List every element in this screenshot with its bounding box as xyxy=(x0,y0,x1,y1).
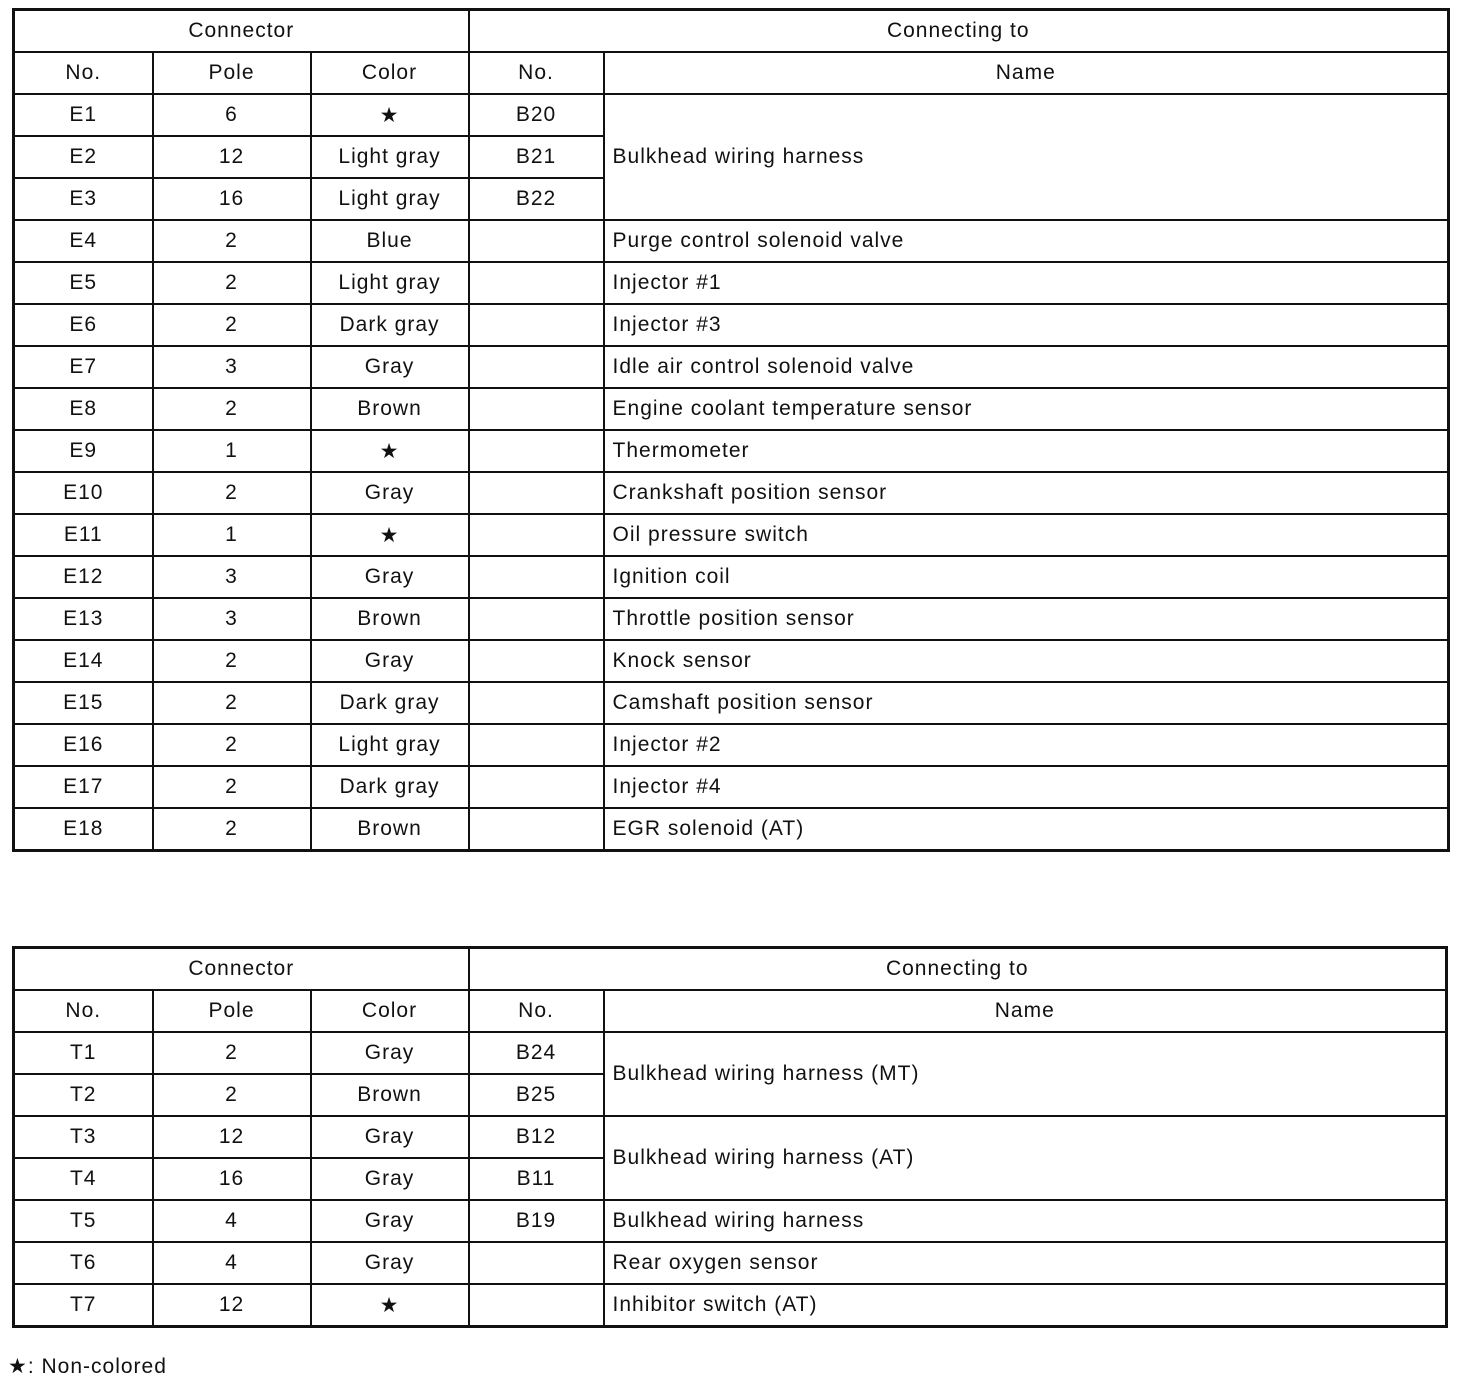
name-cell: Injector #4 xyxy=(604,766,1449,808)
connector-no-cell: T4 xyxy=(14,1158,153,1200)
connecting-no-cell: B24 xyxy=(469,1032,604,1074)
name-cell: Inhibitor switch (AT) xyxy=(604,1284,1447,1327)
pole-cell: 16 xyxy=(153,178,311,220)
connector-no-cell: E12 xyxy=(14,556,153,598)
table-row xyxy=(14,1242,1447,1284)
table-row xyxy=(14,766,1449,808)
color-cell: Gray xyxy=(311,640,469,682)
connector-no-cell: T7 xyxy=(14,1284,153,1327)
color-cell: Gray xyxy=(311,556,469,598)
pole-cell: 4 xyxy=(153,1242,311,1284)
color-cell: ★ xyxy=(311,1284,469,1327)
table-body xyxy=(14,10,1449,851)
connector-no-cell: E3 xyxy=(14,178,153,220)
color-cell: Dark gray xyxy=(311,682,469,724)
connecting-no-cell: B21 xyxy=(469,136,604,178)
connecting-no-cell: B11 xyxy=(469,1158,604,1200)
color-cell: Gray xyxy=(311,1158,469,1200)
connector-no-cell: E15 xyxy=(14,682,153,724)
color-cell: Light gray xyxy=(311,178,469,220)
connector-no-cell: T2 xyxy=(14,1074,153,1116)
name-cell: Camshaft position sensor xyxy=(604,682,1449,724)
connector-no-cell: E6 xyxy=(14,304,153,346)
connecting-no-cell xyxy=(469,472,604,514)
connecting-no-cell xyxy=(469,682,604,724)
header-color: Color xyxy=(311,52,469,94)
color-cell: Gray xyxy=(311,1200,469,1242)
connecting-no-cell xyxy=(469,388,604,430)
pole-cell: 2 xyxy=(153,1032,311,1074)
color-cell: Gray xyxy=(311,1032,469,1074)
connector-no-cell: T6 xyxy=(14,1242,153,1284)
connector-no-cell: E16 xyxy=(14,724,153,766)
pole-cell: 12 xyxy=(153,136,311,178)
pole-cell: 16 xyxy=(153,1158,311,1200)
pole-cell: 2 xyxy=(153,220,311,262)
name-cell: Engine coolant temperature sensor xyxy=(604,388,1449,430)
name-cell: Throttle position sensor xyxy=(604,598,1449,640)
table-row xyxy=(14,94,1449,136)
connector-no-cell: T3 xyxy=(14,1116,153,1158)
connector-no-cell: E5 xyxy=(14,262,153,304)
color-cell: ★ xyxy=(311,514,469,556)
color-cell: Brown xyxy=(311,1074,469,1116)
color-cell: Brown xyxy=(311,388,469,430)
engine-connector-table xyxy=(12,8,1450,852)
color-cell: Brown xyxy=(311,808,469,851)
color-cell: Dark gray xyxy=(311,304,469,346)
name-cell: Knock sensor xyxy=(604,640,1449,682)
pole-cell: 3 xyxy=(153,346,311,388)
table-row xyxy=(14,262,1449,304)
table-row xyxy=(14,640,1449,682)
connector-no-cell: E9 xyxy=(14,430,153,472)
name-cell: EGR solenoid (AT) xyxy=(604,808,1449,851)
color-cell: Gray xyxy=(311,1116,469,1158)
pole-cell: 1 xyxy=(153,514,311,556)
table-row xyxy=(14,304,1449,346)
name-cell: Purge control solenoid valve xyxy=(604,220,1449,262)
connector-no-cell: T5 xyxy=(14,1200,153,1242)
color-cell: Gray xyxy=(311,1242,469,1284)
header-no: No. xyxy=(14,990,153,1032)
name-cell: Idle air control solenoid valve xyxy=(604,346,1449,388)
pole-cell: 2 xyxy=(153,304,311,346)
connecting-no-cell xyxy=(469,808,604,851)
connector-no-cell: E11 xyxy=(14,514,153,556)
color-cell: Light gray xyxy=(311,724,469,766)
table-row xyxy=(14,514,1449,556)
pole-cell: 12 xyxy=(153,1284,311,1327)
pole-cell: 12 xyxy=(153,1116,311,1158)
connector-no-cell: E7 xyxy=(14,346,153,388)
color-cell: Gray xyxy=(311,472,469,514)
connecting-no-cell xyxy=(469,1242,604,1284)
header-connector: Connector xyxy=(14,10,469,53)
color-cell: ★ xyxy=(311,94,469,136)
pole-cell: 1 xyxy=(153,430,311,472)
table-row xyxy=(14,346,1449,388)
pole-cell: 6 xyxy=(153,94,311,136)
pole-cell: 4 xyxy=(153,1200,311,1242)
transmission-connector-table xyxy=(12,946,1448,1328)
color-cell: Light gray xyxy=(311,262,469,304)
table-row xyxy=(14,682,1449,724)
header-to-no: No. xyxy=(469,52,604,94)
pole-cell: 2 xyxy=(153,388,311,430)
header-pole: Pole xyxy=(153,52,311,94)
connector-no-cell: E2 xyxy=(14,136,153,178)
pole-cell: 3 xyxy=(153,556,311,598)
name-cell: Injector #2 xyxy=(604,724,1449,766)
connector-no-cell: E4 xyxy=(14,220,153,262)
color-cell: Light gray xyxy=(311,136,469,178)
footnote: ★: Non-colored xyxy=(8,1355,167,1378)
connector-no-cell: E14 xyxy=(14,640,153,682)
connecting-no-cell xyxy=(469,598,604,640)
name-cell: Bulkhead wiring harness (AT) xyxy=(604,1116,1447,1200)
pole-cell: 2 xyxy=(153,808,311,851)
connecting-no-cell xyxy=(469,1284,604,1327)
table-row xyxy=(14,220,1449,262)
table-row xyxy=(14,388,1449,430)
connecting-no-cell: B12 xyxy=(469,1116,604,1158)
connecting-no-cell xyxy=(469,220,604,262)
pole-cell: 2 xyxy=(153,472,311,514)
connecting-no-cell xyxy=(469,304,604,346)
connector-no-cell: E17 xyxy=(14,766,153,808)
pole-cell: 2 xyxy=(153,262,311,304)
table-row xyxy=(14,808,1449,851)
header-connecting-to: Connecting to xyxy=(469,10,1449,53)
header-group-row xyxy=(14,948,1447,991)
column-header-row xyxy=(14,52,1449,94)
table-row xyxy=(14,1116,1447,1158)
connecting-no-cell: B22 xyxy=(469,178,604,220)
table-row xyxy=(14,1200,1447,1242)
name-cell: Crankshaft position sensor xyxy=(604,472,1449,514)
table-row xyxy=(14,1284,1447,1327)
header-pole: Pole xyxy=(153,990,311,1032)
connecting-no-cell xyxy=(469,346,604,388)
header-name: Name xyxy=(604,990,1447,1032)
color-cell: Dark gray xyxy=(311,766,469,808)
connector-no-cell: E8 xyxy=(14,388,153,430)
header-no: No. xyxy=(14,52,153,94)
name-cell: Ignition coil xyxy=(604,556,1449,598)
name-cell: Bulkhead wiring harness xyxy=(604,94,1449,220)
color-cell: Gray xyxy=(311,346,469,388)
table-row xyxy=(14,1032,1447,1074)
connecting-no-cell xyxy=(469,766,604,808)
connecting-no-cell xyxy=(469,640,604,682)
pole-cell: 2 xyxy=(153,766,311,808)
table-row xyxy=(14,430,1449,472)
connecting-no-cell: B20 xyxy=(469,94,604,136)
header-name: Name xyxy=(604,52,1449,94)
name-cell: Injector #1 xyxy=(604,262,1449,304)
column-header-row xyxy=(14,990,1447,1032)
pole-cell: 2 xyxy=(153,1074,311,1116)
header-connecting-to: Connecting to xyxy=(469,948,1447,991)
name-cell: Rear oxygen sensor xyxy=(604,1242,1447,1284)
connector-no-cell: E1 xyxy=(14,94,153,136)
header-color: Color xyxy=(311,990,469,1032)
table-row xyxy=(14,598,1449,640)
connector-no-cell: E10 xyxy=(14,472,153,514)
connecting-no-cell: B25 xyxy=(469,1074,604,1116)
connector-no-cell: E18 xyxy=(14,808,153,851)
connecting-no-cell xyxy=(469,514,604,556)
header-to-no: No. xyxy=(469,990,604,1032)
color-cell: Blue xyxy=(311,220,469,262)
name-cell: Bulkhead wiring harness xyxy=(604,1200,1447,1242)
connecting-no-cell: B19 xyxy=(469,1200,604,1242)
header-group-row xyxy=(14,10,1449,53)
name-cell: Injector #3 xyxy=(604,304,1449,346)
table-row xyxy=(14,472,1449,514)
color-cell: Brown xyxy=(311,598,469,640)
table-body xyxy=(14,948,1447,1327)
pole-cell: 2 xyxy=(153,682,311,724)
name-cell: Thermometer xyxy=(604,430,1449,472)
pole-cell: 2 xyxy=(153,724,311,766)
connecting-no-cell xyxy=(469,430,604,472)
connecting-no-cell xyxy=(469,556,604,598)
name-cell: Oil pressure switch xyxy=(604,514,1449,556)
name-cell: Bulkhead wiring harness (MT) xyxy=(604,1032,1447,1116)
pole-cell: 3 xyxy=(153,598,311,640)
color-cell: ★ xyxy=(311,430,469,472)
table-row xyxy=(14,724,1449,766)
header-connector: Connector xyxy=(14,948,469,991)
connecting-no-cell xyxy=(469,724,604,766)
connecting-no-cell xyxy=(469,262,604,304)
connector-no-cell: T1 xyxy=(14,1032,153,1074)
connector-no-cell: E13 xyxy=(14,598,153,640)
table-row xyxy=(14,556,1449,598)
pole-cell: 2 xyxy=(153,640,311,682)
